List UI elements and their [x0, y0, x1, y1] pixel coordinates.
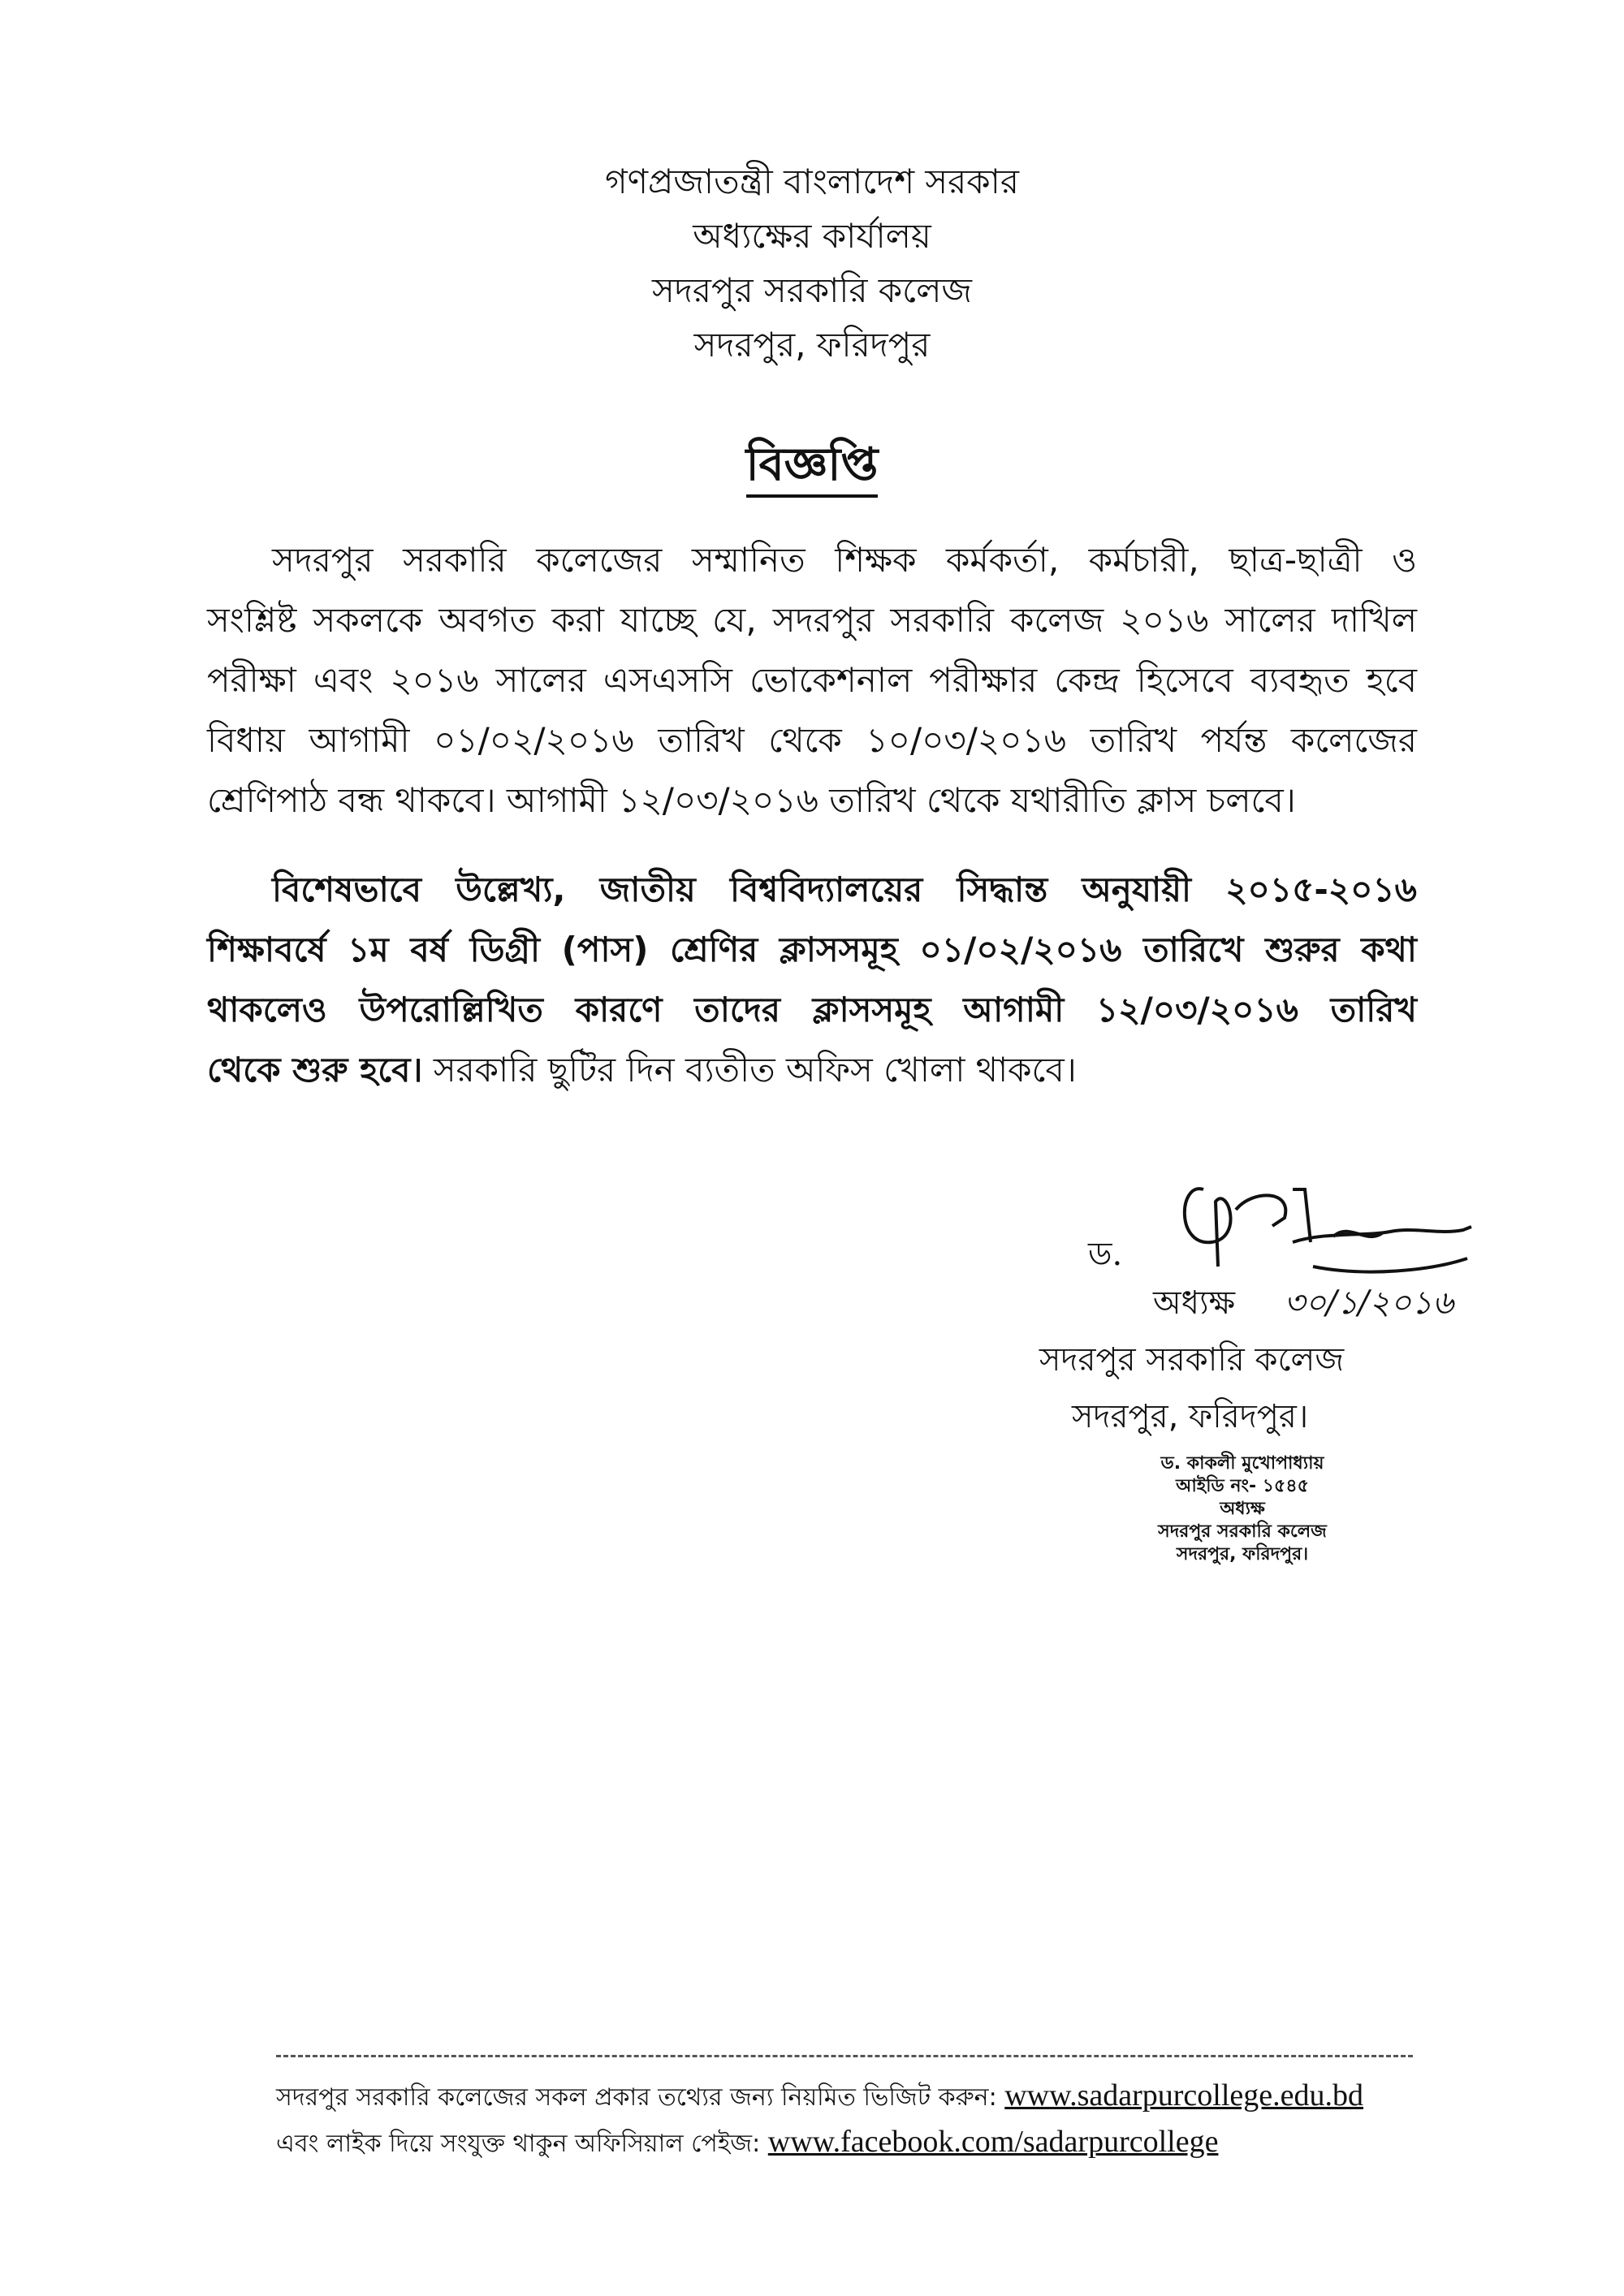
paragraph-2 — [207, 860, 1417, 1100]
paragraph-line: বিধায় আগামী ০১/০২/২০১৬ তারিখ থেকে ১০/০৩/২০১৬ তারিখ পর্যন্ত কলেজের — [207, 720, 1417, 760]
facebook-link[interactable]: www.facebook.com/sadarpurcollege — [767, 2125, 1219, 2159]
paragraph-line: পরীক্ষা এবং ২০১৬ সালের এসএসসি ভোকেশনাল পরীক্ষার কেন্দ্র হিসেবে ব্যবহৃত হবে — [207, 660, 1417, 700]
paragraph-line: শ্রেণিপাঠ বন্ধ থাকবে। আগামী ১২/০৩/২০১৬ তারিখ থেকে যথারীতি ক্লাস চলবে। — [207, 780, 1296, 820]
designation-row — [1039, 1279, 1575, 1327]
paragraph-line: শিক্ষাবর্ষে ১ম বর্ষ ডিগ্রী (পাস) শ্রেণির ক্লাসসমূহ ০১/০২/২০১৬ তারিখে শুরুর কথা — [207, 930, 1417, 969]
normal-text: সরকারি ছুটির দিন ব্যতীত অফিস খোলা থাকবে। — [422, 1050, 1077, 1090]
govt-name: গণপ্রজাতন্ত্রী বাংলাদেশ সরকার — [605, 162, 1019, 201]
handwritten-signature — [1171, 1173, 1512, 1279]
seal-institution: সদরপুর সরকারি কলেজ — [1158, 1521, 1327, 1542]
seal-name: ড. কাকলী মুখোপাধ্যায় — [1160, 1453, 1324, 1474]
footer-divider — [276, 2055, 1413, 2057]
official-seal — [1039, 1452, 1445, 1566]
signature-row — [1039, 1173, 1575, 1279]
bold-text: থেকে শুরু হবে। — [207, 1050, 423, 1090]
seal-designation: অধ্যক্ষ — [1220, 1499, 1265, 1519]
office-name: অধ্যক্ষের কার্যালয় — [693, 216, 931, 256]
letterhead — [0, 154, 1624, 372]
signature-block — [1039, 1173, 1575, 1566]
paragraph-line: সদরপুর সরকারি কলেজের সম্মানিত শিক্ষক কর্মকর্তা, কর্মচারী, ছাত্র-ছাত্রী ও — [272, 540, 1417, 580]
paragraph-line: সংশ্লিষ্ট সকলকে অবগত করা যাচ্ছে যে, সদরপুর সরকারি কলেজ ২০১৬ সালের দাখিল — [207, 600, 1417, 640]
signature-prefix: ড. — [1088, 1236, 1123, 1273]
footer-line-2 — [276, 2120, 1413, 2166]
notice-title — [0, 433, 1624, 498]
signatory-institution: সদরপুর সরকারি কলেজ — [1039, 1341, 1345, 1379]
signatory-address: সদরপুর, ফরিদপুর। — [1072, 1398, 1309, 1435]
college-name: সদরপুর সরকারি কলেজ — [652, 270, 972, 310]
paragraph-1 — [207, 530, 1417, 831]
paragraph-line — [207, 1040, 1417, 1100]
paragraph-line: থাকলেও উপরোল্লিখিত কারণে তাদের ক্লাসসমূহ আগামী ১২/০৩/২০১৬ তারিখ — [207, 990, 1417, 1029]
footer — [276, 2055, 1413, 2166]
seal-address: সদরপুর, ফরিদপুর। — [1176, 1544, 1309, 1564]
signatory-designation: অধ্যক্ষ — [1153, 1284, 1236, 1322]
footer-line-1 — [276, 2074, 1413, 2120]
footer-text: এবং লাইক দিয়ে সংযুক্ত থাকুন অফিসিয়াল পেইজ: — [276, 2130, 761, 2158]
seal-id: আইডি নং- ১৫৪৫ — [1176, 1476, 1309, 1496]
paragraph-line: বিশেষভাবে উল্লেখ্য, জাতীয় বিশ্ববিদ্যালয়ের সিদ্ধান্ত অনুযায়ী ২০১৫-২০১৬ — [272, 870, 1417, 909]
notice-title-text: বিজ্ঞপ্তি — [746, 438, 879, 498]
college-address: সদরপুর, ফরিদপুর — [693, 325, 931, 365]
footer-text: সদরপুর সরকারি কলেজের সকল প্রকার তথ্যের জন্য নিয়মিত ভিজিট করুন: — [276, 2083, 997, 2112]
signature-date: ৩০/১/২০১৬ — [1284, 1284, 1453, 1322]
website-link[interactable]: www.sadarpurcollege.edu.bd — [1004, 2078, 1364, 2113]
